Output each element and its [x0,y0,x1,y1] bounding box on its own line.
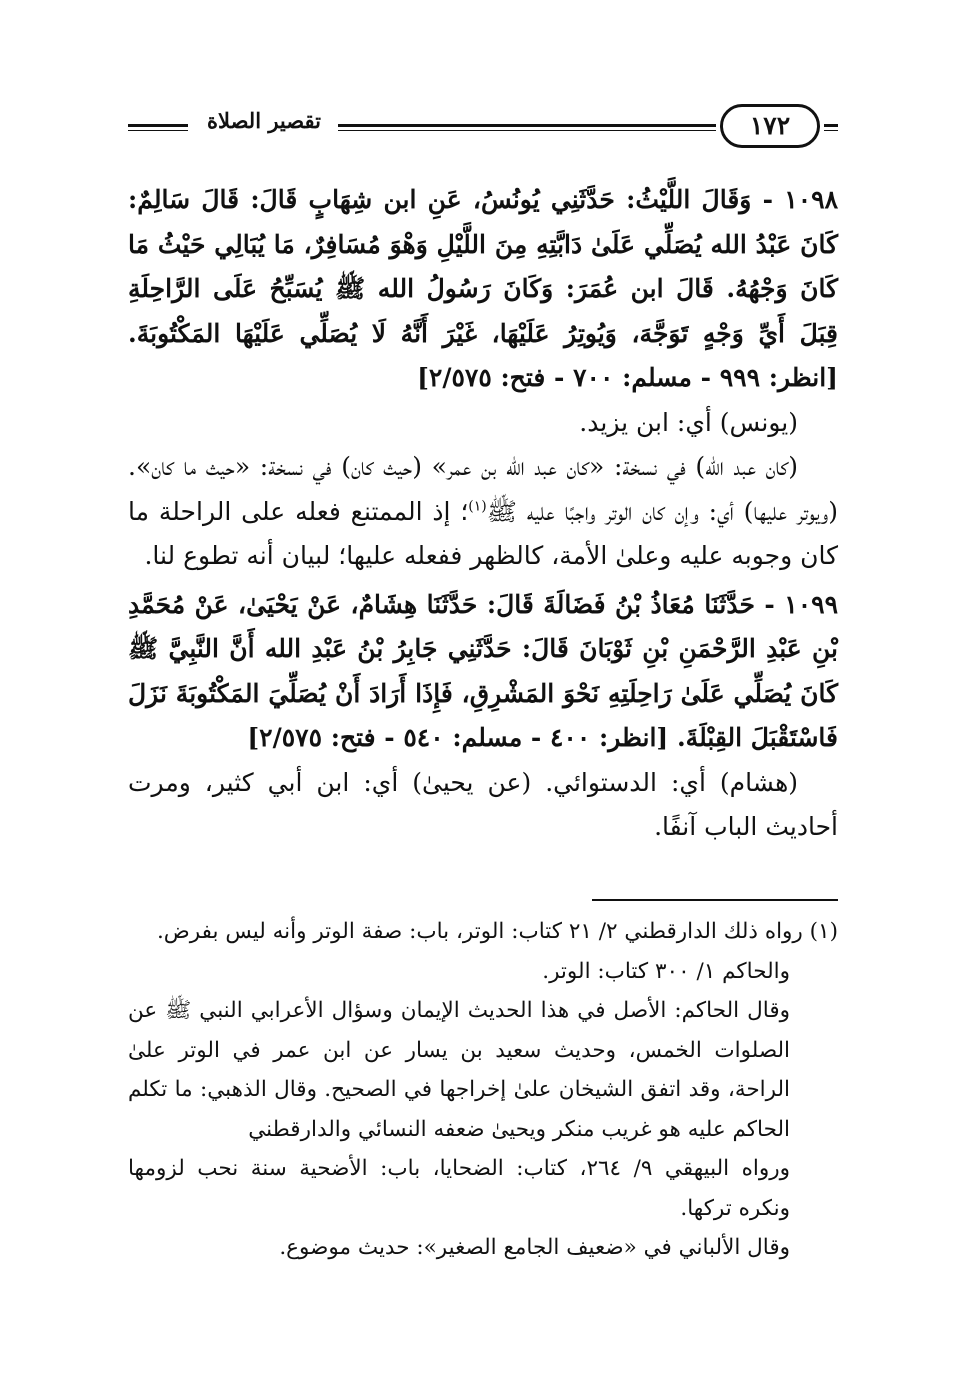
footnote-1-line-1: (١) رواه ذلك الدارقطني ٢/ ٢١ كتاب: الوتر، باب: صفة الوتر وأنه ليس بفرض. [156,919,838,944]
commentary-abdullah-part1: (كان عبد الله) في نسخة: «كان عبد الله بن عمر» (حيث كان) في نسخة: «حيث ما كان». (ويوتر عليها) أي: وإن كان الوتر واجبًا عليه ﷺ [128,452,838,526]
commentary-yunus: (يونس) أي: ابن يزيد. [579,407,798,437]
commentary-abdullah [128,445,838,579]
hadith-1098: ١٠٩٨ - وَقَالَ اللَّيْثُ: حَدَّثَنِي يُونُسُ، عَنِ ابن شِهَابٍ قَالَ: قَالَ سَالِمٌ: كَانَ عَبْدُ الله يُصَلِّي عَلَىٰ دَابَّتِهِ مِنَ اللَّيْلِ وَهْوَ مُسَافِرٌ، مَا يُبَالِي حَيْثُ مَا كَانَ وَجْهُهُ. قَالَ ابن عُمَرَ: وَكَانَ رَسُولُ الله ﷺ يُسَبِّحُ عَلَى الرَّاحِلَةِ قِبَلَ أَيِّ وَجْهٍ تَوَجَّهَ، وَيُوتِرُ عَلَيْهَا، غَيْرَ أَنَّهُ لَا يُصَلِّي عَلَيْهَا المَكْتُوبَةَ. [انظر: ٩٩٩ - مسلم: ٧٠٠ - فتح: ٢/٥٧٥] [128,185,838,392]
footnote-1-albani: وقال الألباني في «ضعيف الجامع الصغير»: حديث موضوع. [279,1235,790,1260]
footnotes [128,912,838,1268]
header-rule-right [824,124,838,131]
footnote-1-bayhaqi: ورواه البيهقي ٩/ ٢٦٤، كتاب: الضحايا، باب: الأضحية سنة نحب لزومها ونكره تركها. [128,1156,790,1221]
footnote-divider [592,899,838,901]
footnote-reference: (١) [468,498,487,515]
footnote-1-hakim: وقال الحاكم: الأصل في هذا الحديث الإيمان وسؤال الأعرابي النبي ﷺ عن الصلوات الخمس، وحديث سعيد بن يسار عن ابن عمر في الوتر علىٰ الراحة، وقد اتفق الشيخان علىٰ إخراجها في الصحيح. وقال الذهبي: ما تكلم الحاكم عليه هو غريب منكر ويحيىٰ ضعفه النسائي والدارقطني [128,998,790,1142]
header-rule-middle [338,124,716,131]
running-title: تقصير الصلاة [207,108,321,133]
footnote-1-line-2: والحاكم ١/ ٣٠٠ كتاب: الوتر. [542,958,790,984]
hadith-1099: ١٠٩٩ - حَدَّثَنَا مُعَاذُ بْنُ فَضَالَةَ قَالَ: حَدَّثَنَا هِشَامٌ، عَنْ يَحْيَىٰ، عَنْ مُحَمَّدِ بْنِ عَبْدِ الرَّحْمَنِ بْنِ ثَوْبَانَ قَالَ: حَدَّثَنِي جَابِرُ بْنُ عَبْدِ الله أَنَّ النَّبِيَّ ﷺ كَانَ يُصَلِّي عَلَىٰ رَاحِلَتِهِ نَحْوَ المَشْرِقِ، فَإِذَا أَرَادَ أَنْ يُصَلِّيَ المَكْتُوبَةَ نَزَلَ فَاسْتَقْبَلَ القِبْلَةَ. [انظر: ٤٠٠ - مسلم: ٥٤٠ - فتح: ٢/٥٧٥] [128,589,838,752]
page-number: ١٧٢ [720,104,820,148]
main-text [128,178,838,850]
page-header [128,104,838,164]
header-rule-left [128,124,188,131]
commentary-hisham: (هشام) أي: الدستوائي. (عن يحيىٰ) أي: ابن أبي كثير، ومرت أحاديث الباب آنفًا. [128,767,838,841]
commentary-abdullah-part2: ؛ إذ الممتنع فعله على الراحلة ما كان وجوبه عليه وعلىٰ الأمة، كالظهر ففعله عليها؛ لبيان أنه تطوع لنا. [128,496,838,570]
